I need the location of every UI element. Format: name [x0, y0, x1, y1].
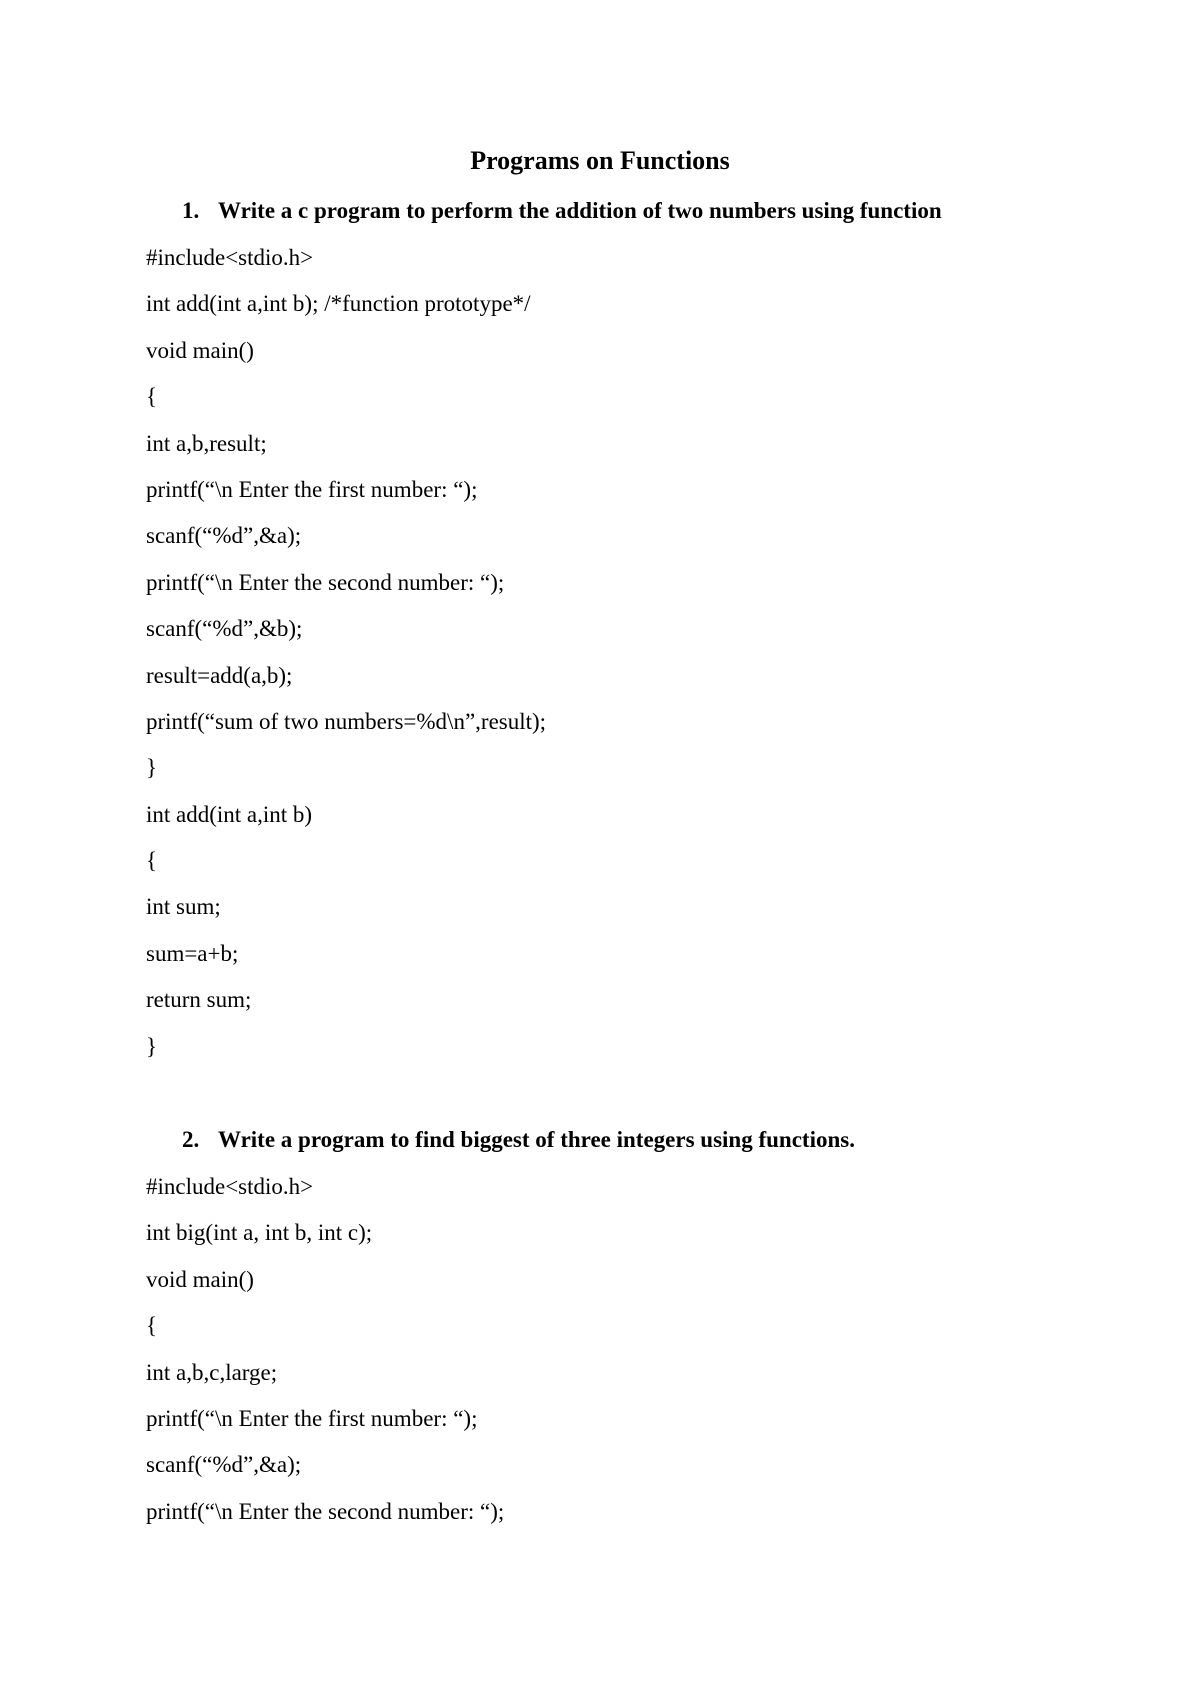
code-line: printf(“sum of two numbers=%d\n”,result);: [146, 708, 547, 734]
code-line: int add(int a,int b); /*function prototype*/: [146, 291, 531, 317]
question-text: Write a c program to perform the addition of two numbers using function: [218, 198, 942, 223]
code-line: #include<stdio.h>: [146, 245, 314, 270]
code-block-1: [146, 243, 546, 1078]
code-line: printf(“\n Enter the second number: “);: [146, 569, 505, 595]
code-line: #include<stdio.h>: [146, 1174, 314, 1199]
code-line: int a,b,result;: [146, 430, 267, 456]
question-text: Write a program to find biggest of three integers using functions.: [218, 1127, 855, 1152]
code-line: sum=a+b;: [146, 940, 239, 966]
code-line: int a,b,c,large;: [146, 1359, 278, 1385]
code-line: scanf(“%d”,&a);: [146, 1452, 302, 1478]
code-line: result=add(a,b);: [146, 662, 293, 688]
question-number: 1.: [182, 198, 200, 223]
code-line: scanf(“%d”,&b);: [146, 616, 303, 642]
code-line: {: [146, 848, 158, 874]
question-2: [182, 1125, 855, 1155]
code-line: printf(“\n Enter the first number: “);: [146, 476, 478, 502]
code-line: scanf(“%d”,&a);: [146, 523, 302, 549]
code-line: void main(): [146, 1266, 254, 1292]
code-line: int sum;: [146, 894, 221, 920]
code-line: printf(“\n Enter the first number: “);: [146, 1405, 478, 1431]
code-line: {: [146, 384, 158, 410]
code-line: return sum;: [146, 987, 252, 1013]
code-line: int big(int a, int b, int c);: [146, 1220, 373, 1246]
page-title: Programs on Functions: [470, 146, 730, 175]
code-line: }: [146, 1033, 158, 1059]
code-line: void main(): [146, 337, 254, 363]
code-line: int add(int a,int b): [146, 801, 313, 827]
code-line: }: [146, 755, 158, 781]
code-line: printf(“\n Enter the second number: “);: [146, 1498, 505, 1524]
code-line: {: [146, 1313, 158, 1339]
question-number: 2.: [182, 1127, 200, 1152]
code-block-2: [146, 1172, 504, 1543]
question-1: [182, 196, 942, 226]
